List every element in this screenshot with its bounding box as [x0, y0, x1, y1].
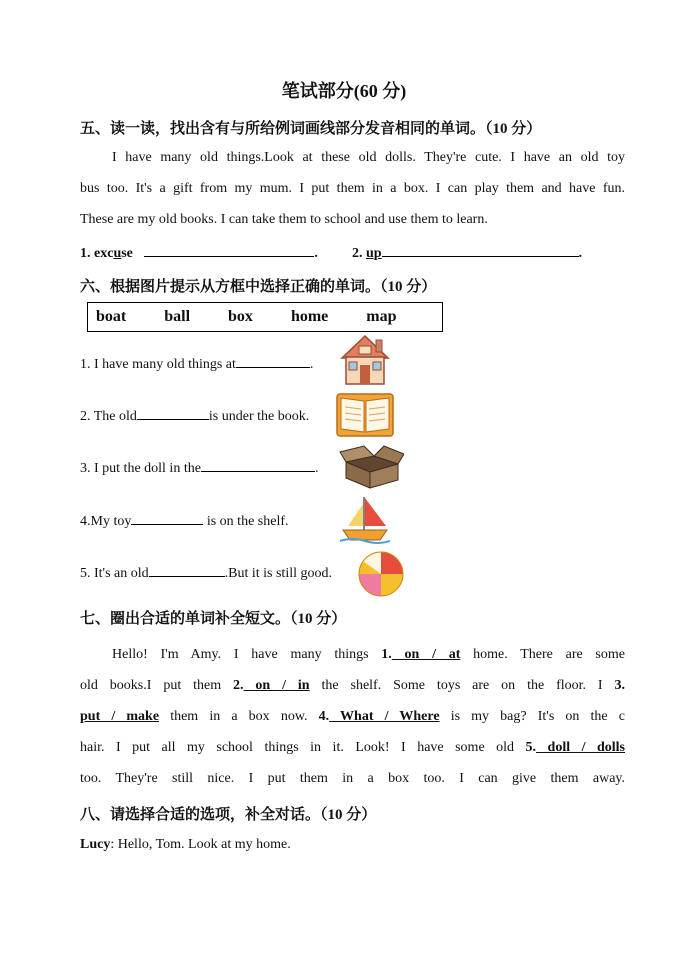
s7-q3-number: 3. [614, 678, 625, 693]
s7-q4-number: 4. [318, 709, 330, 724]
s7-text: old books.I put them [80, 678, 234, 693]
q5-text: 5. It's an old [80, 566, 149, 581]
q1-answer-blank[interactable] [144, 242, 314, 257]
ball-icon [357, 550, 405, 598]
book-icon [336, 392, 394, 438]
s7-text: them in a box now. [159, 709, 319, 724]
section6-q5 [80, 562, 332, 582]
s7-q1-options[interactable]: on / at [391, 647, 461, 662]
q1-blank[interactable] [236, 353, 310, 368]
section7-line5: too. They're still nice. I put them in a box too. I can give them away. [80, 771, 625, 786]
s7-text: hair. I put all my school things in it. Look! I have some old [80, 740, 526, 755]
q2-answer-blank[interactable] [382, 242, 579, 257]
q4-end: is on the shelf. [203, 514, 289, 529]
section6-q4 [80, 510, 289, 530]
page-title: 笔试部分(60 分) [281, 81, 407, 101]
word-box-item: box [228, 308, 253, 325]
q2-number: 2. [352, 246, 363, 261]
section5-question2 [352, 242, 582, 262]
s7-q4-options[interactable]: What / Where [329, 709, 440, 724]
q3-end: . [314, 461, 319, 476]
q1-period: . [314, 246, 318, 261]
q2-period: . [578, 246, 583, 261]
q5-blank[interactable] [149, 562, 225, 577]
section5-line2: bus too. It's a gift from my mum. I put them in a box. I can play them and have fun. [80, 181, 625, 196]
q4-blank[interactable] [131, 510, 203, 525]
word-map: map [366, 308, 397, 325]
section7-heading: 七、圈出合适的单词补全短文。（10 分） [80, 611, 347, 627]
dialogue-text: : Hello, Tom. Look at my home. [110, 837, 291, 852]
s7-text: home. There are some [460, 647, 625, 662]
section7-line1 [80, 639, 625, 670]
s7-q5-options[interactable]: doll / dolls [536, 740, 625, 755]
section6-q3 [80, 457, 318, 477]
s7-text: is my bag? It's on the c [439, 709, 625, 724]
s7-text: the shelf. Some toys are on the floor. I [309, 678, 615, 693]
box-icon [338, 442, 404, 490]
s7-q5-number: 5. [525, 740, 537, 755]
q2-end: is under the book. [208, 409, 310, 424]
q2-blank[interactable] [137, 405, 209, 420]
s7-q2-number: 2. [233, 678, 244, 693]
q1-text: 1. I have many old things at [80, 357, 236, 372]
q1-word-start: exc [94, 246, 114, 261]
section5-question1 [80, 242, 318, 262]
section5-line3: These are my old books. I can take them to school and use them to learn. [80, 212, 488, 227]
section7-line4 [80, 732, 625, 763]
q1-end: . [309, 357, 314, 372]
word-boat: boat [96, 308, 127, 325]
word-home: home [290, 308, 329, 325]
section8-heading: 八、请选择合适的选项，补全对话。（10 分） [80, 807, 377, 823]
s7-q2-options[interactable]: on / in [243, 678, 310, 693]
word-box [87, 302, 443, 332]
house-icon [340, 334, 390, 386]
q1-word-underlined: u [113, 246, 122, 261]
section6-q1 [80, 353, 313, 373]
q4-text: 4.My toy [80, 514, 132, 529]
section5-line1: I have many old things.Look at these old dolls. They're cute. I have an old toy [112, 150, 625, 165]
q1-number: 1. [80, 246, 91, 261]
speaker-name: Lucy [80, 837, 111, 852]
s7-q1-number: 1. [381, 647, 392, 662]
boat-icon [340, 494, 390, 544]
section5-heading: 五、读一读，找出含有与所给例词画线部分发音相同的单词。（10 分） [80, 121, 542, 137]
q3-blank[interactable] [201, 457, 315, 472]
word-ball: ball [164, 308, 191, 325]
section6-heading: 六、根据图片提示从方框中选择正确的单词。（10 分） [80, 279, 437, 295]
section7-line2 [80, 670, 625, 701]
q2-word: up [366, 246, 382, 261]
q2-text: 2. The old [80, 409, 137, 424]
s7-text: Hello! I'm Amy. I have many things [112, 647, 382, 662]
q5-end: .But it is still good. [224, 566, 332, 581]
q1-word-end: se [121, 246, 133, 261]
dialogue-line [80, 837, 291, 853]
section6-q2 [80, 405, 309, 425]
s7-q3-options[interactable]: put / make [80, 709, 160, 724]
section7-line3 [80, 701, 625, 732]
q3-text: 3. I put the doll in the [80, 461, 201, 476]
